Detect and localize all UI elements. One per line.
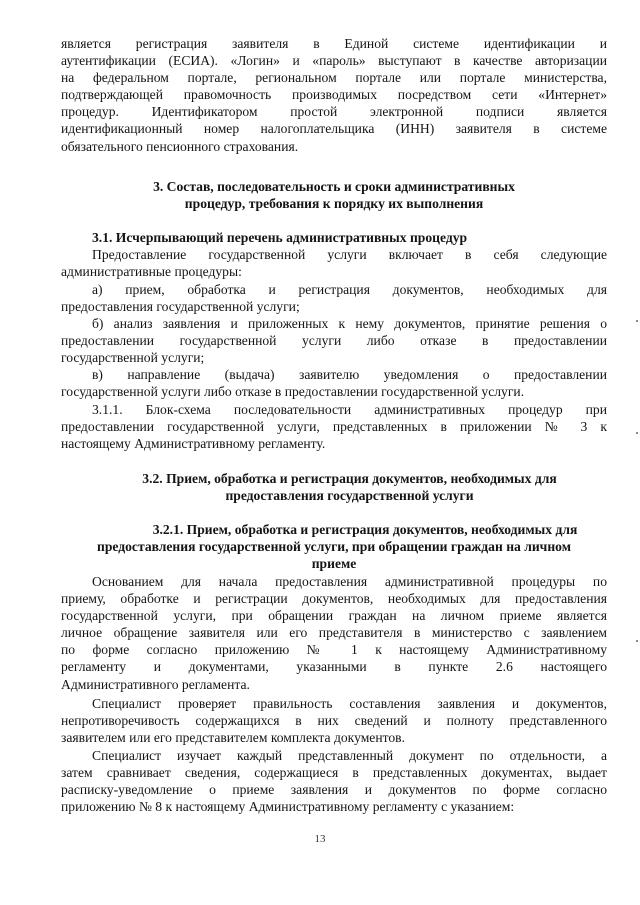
scan-speck xyxy=(636,320,638,322)
text-line: предоставлении государственной услуги либо отказе в предоставлении xyxy=(61,333,607,349)
heading-line: процедур, требования к порядку их выполнения xyxy=(184,196,484,212)
text-line: приложению № 8 к настоящему Административному регламенту с указанием: xyxy=(61,799,515,815)
section-3-heading xyxy=(61,178,607,212)
text-line: 3.1.1. Блок-схема последовательности административных процедур при xyxy=(92,402,607,417)
paragraph-3-1-1 xyxy=(61,401,607,452)
text-line: государственной услуги либо отказе в предоставлении государственной услуги. xyxy=(61,384,525,400)
text-line: Административного регламента. xyxy=(61,676,250,692)
text-line: процедур. Идентификатором простой электронной подписи является xyxy=(61,104,607,120)
text-line: аутентификации (ЕСИА). «Логин» и «пароль» выступают в качестве авторизации xyxy=(61,53,607,69)
text-line: настоящему Административному регламенту. xyxy=(61,436,326,452)
heading-line: предоставления государственной услуги xyxy=(225,488,474,504)
text-line: идентификационный номер налогоплательщика (ИНН) заявителя в системе xyxy=(61,121,607,137)
heading-line: приеме xyxy=(311,556,357,572)
heading-line: предоставления государственной услуги, при обращении граждан на личном xyxy=(97,539,571,555)
text-line: Специалист изучает каждый представленный документ по отдельности, а xyxy=(92,748,607,763)
section-3-2-1-paragraph-2 xyxy=(61,695,607,746)
heading-line: 3.2.1. Прием, обработка и регистрация документов, необходимых для xyxy=(152,522,578,537)
section-3-1-heading xyxy=(92,229,607,246)
section-3-2-1-heading xyxy=(61,521,607,572)
text-line: является регистрация заявителя в Единой системе идентификации и xyxy=(61,36,607,51)
list-item-a xyxy=(61,281,607,315)
scan-speck xyxy=(636,640,638,642)
text-line: административные процедуры: xyxy=(61,264,242,280)
text-line: в) направление (выдача) заявителю уведомления о предоставлении xyxy=(92,367,607,382)
list-item-c xyxy=(61,366,607,400)
text-line: подтверждающей правомочность производимых посредством сети «Интернет» xyxy=(61,87,607,103)
text-line: а) прием, обработка и регистрация документов, необходимых для xyxy=(92,282,607,297)
text-line: личное обращение заявителя или его представителя в министерство с заявлением xyxy=(61,625,607,641)
section-3-2-1-paragraph-1 xyxy=(61,573,607,693)
list-item-b xyxy=(61,315,607,366)
section-3-2-heading xyxy=(92,470,607,504)
text-line: государственной услуги, при обращении граждан на личном приеме является xyxy=(61,608,607,624)
text-line: заявителем или его представителем комплекта документов. xyxy=(61,730,405,746)
heading-line: 3. Состав, последовательность и сроки административных xyxy=(153,179,515,194)
text-line: Предоставление государственной услуги включает в себя следующие xyxy=(92,247,607,262)
text-line: предоставления государственной услуги; xyxy=(61,299,300,315)
text-line: регламенту и документами, указанными в пункте 2.6 настоящего xyxy=(61,659,607,675)
text-line: государственной услуги; xyxy=(61,350,205,366)
text-line: на федеральном портале, региональном портале или портале министерства, xyxy=(61,70,607,86)
section-3-1-intro xyxy=(61,246,607,280)
scan-speck xyxy=(636,432,638,434)
section-3-2-1-paragraph-3 xyxy=(61,747,607,815)
text-line: непротиворечивость содержащихся в них сведений и полноту представленного xyxy=(61,713,607,729)
text-line: Основанием для начала предоставления административной процедуры по xyxy=(92,574,607,589)
text-line: приему, обработке и регистрации документов, необходимых для предоставления xyxy=(61,591,607,607)
text-line: б) анализ заявления и приложенных к нему документов, принятие решения о xyxy=(92,316,607,331)
text-line: по форме согласно приложению № 1 к настоящему Административному xyxy=(61,642,607,658)
text-line: расписку-уведомление о приеме заявления и документов по форме согласно xyxy=(61,782,607,798)
text-line: затем сравнивает сведения, содержащиеся в представленных документах, выдает xyxy=(61,765,607,781)
intro-paragraph xyxy=(61,35,607,155)
heading-line: 3.2. Прием, обработка и регистрация документов, необходимых для xyxy=(142,471,557,486)
heading-line: 3.1. Исчерпывающий перечень административных процедур xyxy=(92,230,468,245)
text-line: Специалист проверяет правильность составления заявления и документов, xyxy=(92,696,607,711)
page-number: 13 xyxy=(314,833,326,845)
text-line: обязательного пенсионного страхования. xyxy=(61,138,299,154)
text-line: предоставлении государственной услуги, представленных в приложении № 3 к xyxy=(61,419,607,435)
